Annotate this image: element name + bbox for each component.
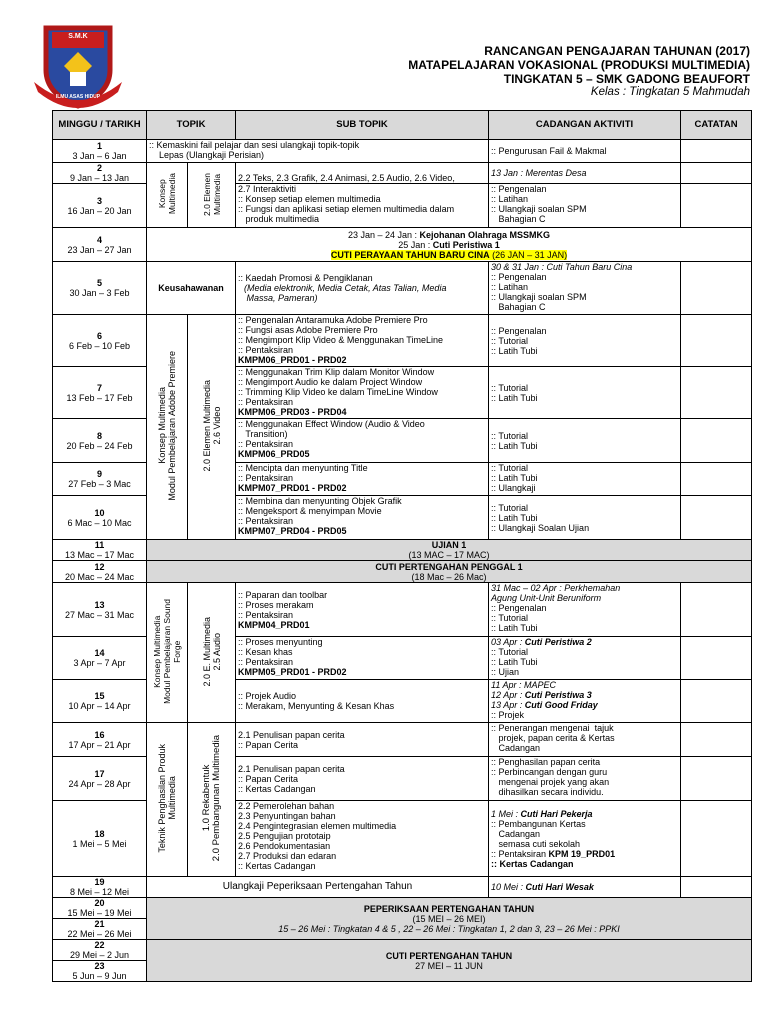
- subtopic-text: 2.7 Interaktiviti :: Konsep setiap elemen multimedia :: Fungsi dan aplikasi setiap elemen multimedia dalam produk multimedia: [238, 184, 455, 224]
- notes-cell: [681, 315, 752, 367]
- holiday-cell: [147, 561, 752, 583]
- topic-sub-cell: [188, 723, 236, 877]
- topic-text: Teknik Penghasilan Produk Multimedia: [157, 744, 177, 853]
- assessment-code: KMPM05_PRD01 - PRD02: [238, 667, 347, 677]
- week-cell: [53, 723, 147, 757]
- assessment-code: KMPM07_PRD04 - PRD05: [238, 526, 347, 536]
- event-date: 10 Mei :: [491, 882, 526, 892]
- subtopic-text: :: Mencipta dan menyunting Title :: Pentaksiran: [238, 463, 368, 483]
- subtopic-text: :: Proses menyunting :: Kesan khas :: Pentaksiran: [238, 637, 323, 667]
- event-name: Kejohanan Olahraga MSSMKG: [419, 229, 551, 240]
- assessment-code: KMPM06_PRD03 - PRD04: [238, 407, 347, 417]
- week-date: 24 Apr – 28 Apr: [68, 778, 131, 789]
- week-date: 13 Mac – 17 Mac: [64, 550, 135, 560]
- week-date: 3 Jan – 6 Jan: [72, 151, 127, 161]
- event-date: 23 Jan – 24 Jan :: [347, 229, 420, 240]
- assessment-code: KMPM07_PRD01 - PRD02: [238, 483, 347, 493]
- activity-cell: [489, 262, 681, 315]
- table-row: [53, 163, 752, 184]
- subtopic-cell: [236, 184, 489, 228]
- holiday-title: CUTI PERTENGAHAN TAHUN: [385, 950, 513, 961]
- week-date: 10 Apr – 14 Apr: [68, 701, 131, 711]
- week-cell: [53, 877, 147, 898]
- notes-cell: [681, 877, 752, 898]
- table-row: [53, 898, 752, 919]
- week-number: 20: [94, 898, 105, 908]
- subtopic-cell: [236, 801, 489, 877]
- holiday-name: CUTI PERAYAAN TAHUN BARU CINA: [330, 249, 490, 260]
- event-name: Cuti Hari Wesak: [525, 882, 594, 892]
- table-row: [53, 228, 752, 262]
- subtopic-detail: (Media elektronik, Media Cetak, Atas Talian, Media Massa, Pameran): [244, 283, 447, 303]
- week-number: 16: [94, 729, 105, 740]
- topic-sub-text: 2.0 Elemen Multimedia 2.6 Video: [201, 380, 222, 472]
- notes-cell: [681, 757, 752, 801]
- week-number: 10: [94, 507, 105, 518]
- week-number: 8: [96, 430, 102, 441]
- exam-date: (15 MEI – 26 MEI): [412, 913, 486, 924]
- week-date: 6 Feb – 10 Feb: [68, 340, 131, 351]
- week-number: 5: [96, 278, 102, 288]
- subtopic-cell: [236, 637, 489, 680]
- assessment-code: KMPM06_PRD01 - PRD02: [238, 355, 347, 365]
- activity-event: 30 & 31 Jan : Cuti Tahun Baru Cina: [491, 262, 633, 272]
- exam-title: PEPERIKSAAN PERTENGAHAN TAHUN: [363, 903, 535, 914]
- subtopic-text: 2.1 Penulisan papan cerita :: Papan Cerita: [238, 729, 345, 750]
- assessment-code: KMPM04_PRD01: [238, 619, 310, 630]
- activity-cell: [489, 419, 681, 463]
- topic-text: Konsep Multimedia Modul Pembelajaran Adobe Premiere: [157, 351, 177, 501]
- activity-cell: [489, 496, 681, 540]
- week-number: 14: [94, 648, 105, 658]
- topic-sub-cell: [188, 583, 236, 723]
- event-name: Cuti Peristiwa 1: [432, 239, 500, 250]
- activity-cell: [489, 757, 681, 801]
- revision-cell: Ulangkaji Peperiksaan Pertengahan Tahun: [147, 877, 489, 898]
- topic-sub-text: 2.0 Elemen Multimedia: [201, 172, 222, 216]
- activity-text: :: Tutorial :: Latih Tubi :: Ujian: [491, 647, 538, 677]
- table-row: [53, 140, 752, 163]
- table-row: [53, 561, 752, 583]
- topic-cell: [147, 723, 188, 877]
- holiday-range: (26 JAN – 31 JAN): [489, 249, 568, 260]
- week-number: 3: [96, 195, 102, 206]
- week-cell: [53, 637, 147, 680]
- week-number: 21: [94, 919, 105, 929]
- activity-cell: [489, 184, 681, 228]
- activity-cell: [489, 723, 681, 757]
- week-number: 12: [94, 561, 105, 572]
- event-date: 13 Apr :: [491, 700, 525, 710]
- activity-text: :: Pengenalan :: Tutorial :: Latih Tubi: [491, 325, 547, 356]
- notes-cell: [681, 723, 752, 757]
- event-date: 03 Apr :: [491, 637, 525, 647]
- col-header-topic: TOPIK: [147, 111, 236, 140]
- week-date: 30 Jan – 3 Feb: [69, 288, 130, 298]
- event-date: 12 Apr :: [491, 690, 525, 700]
- week-cell: [53, 184, 147, 228]
- assessment-label: :: Pentaksiran: [491, 848, 549, 859]
- topic-sub-text: 1.0 Rekabentuk 2.0 Pembangunan Multimedia: [200, 735, 222, 862]
- activity-cell: [489, 801, 681, 877]
- week-date: 20 Mac – 24 Mac: [64, 571, 135, 582]
- activity-text: :: Tutorial :: Latih Tubi :: Ulangkaji: [491, 463, 538, 493]
- subtopic-text: 2.1 Penulisan papan cerita :: Papan Cerita :: Kertas Cadangan: [238, 763, 345, 794]
- topic-cell: [147, 583, 188, 723]
- logo-top-text: S.M.K: [68, 33, 88, 40]
- subtopic-cell: [236, 367, 489, 419]
- subtopic-cell: [236, 419, 489, 463]
- activity-text: :: Tutorial :: Latih Tubi :: Ulangkaji Soalan Ujian: [491, 502, 590, 533]
- week-date: 3 Apr – 7 Apr: [73, 658, 126, 668]
- topic-cell: Keusahawanan: [147, 262, 236, 315]
- subtopic-text: :: Menggunakan Trim Klip dalam Monitor Window :: Mengimport Audio ke dalam Project Window :: Trimming Klip Video ke dalam TimeLine Window :: Pentaksiran: [238, 367, 438, 407]
- event-name: Cuti Hari Pekerja: [520, 808, 593, 819]
- exam-cell: [147, 898, 752, 940]
- week-cell: [53, 757, 147, 801]
- document-header: [408, 44, 750, 86]
- table-row: [53, 540, 752, 561]
- topic-cell: [147, 315, 188, 540]
- subtopic-text: :: Pengenalan Antaramuka Adobe Premiere Pro :: Fungsi asas Adobe Premiere Pro :: Mengimport Klip Video & Menggunakan TimeLine :: Pentaksiran: [238, 315, 443, 355]
- table-row: [53, 723, 752, 757]
- week-cell: [53, 801, 147, 877]
- week-date: 23 Jan – 27 Jan: [67, 244, 132, 255]
- activity-cell: [489, 367, 681, 419]
- week-cell: [53, 561, 147, 583]
- subtopic-cell: [147, 140, 489, 163]
- subtopic-text: :: Kaedah Promosi & Pengiklanan: [238, 273, 373, 283]
- activity-text: :: Pembangunan Kertas Cadangan semasa cuti sekolah: [491, 818, 586, 849]
- week-date: 22 Mei – 26 Mei: [67, 929, 132, 939]
- exam-title: UJIAN 1: [431, 540, 467, 550]
- subtopic-text: :: Kemaskini fail pelajar dan sesi ulangkaji topik-topik Lepas (Ulangkaji Perisian): [149, 140, 360, 160]
- table-row: [53, 583, 752, 637]
- activity-cell: [489, 315, 681, 367]
- table-row: [53, 940, 752, 961]
- notes-cell: [681, 419, 752, 463]
- week-date: 20 Feb – 24 Feb: [66, 440, 133, 451]
- topic-cell: [147, 163, 188, 228]
- event-name: Cuti Peristiwa 3: [524, 690, 592, 700]
- activity-text: :: Penghasilan papan cerita :: Perbincangan dengan guru mengenai projek yang akan dihasilkan secara individu.: [491, 757, 610, 797]
- notes-cell: [681, 637, 752, 680]
- activity-text: :: Tutorial :: Latih Tubi: [491, 382, 538, 403]
- week-cell: [53, 540, 147, 561]
- week-cell: [53, 367, 147, 419]
- notes-cell: [681, 496, 752, 540]
- notes-cell: [681, 463, 752, 496]
- week-number: 11: [94, 540, 105, 550]
- subtopic-cell: 2.2 Teks, 2.3 Grafik, 2.4 Animasi, 2.5 Audio, 2.6 Video,: [236, 163, 489, 184]
- activity-cell: [489, 583, 681, 637]
- event-name: Cuti Peristiwa 2: [524, 637, 592, 647]
- holiday-date: (18 Mac – 26 Mac): [411, 571, 487, 582]
- week-cell: [53, 898, 147, 919]
- col-header-subtopic: SUB TOPIK: [236, 111, 489, 140]
- week-cell: [53, 940, 147, 961]
- week-cell: [53, 419, 147, 463]
- subtopic-cell: [236, 680, 489, 723]
- header-line3: TINGKATAN 5 – SMK GADONG BEAUFORT: [503, 72, 750, 86]
- week-number: 6: [96, 330, 102, 341]
- week-number: 7: [96, 382, 102, 393]
- activity-text: :: Penerangan mengenai tajuk projek, papan cerita & Kertas Cadangan: [491, 723, 615, 753]
- week-number: 1: [96, 141, 102, 151]
- activity-text: :: Pengenalan :: Tutorial :: Latih Tubi: [491, 603, 547, 633]
- exam-date: (13 MAC – 17 MAC): [408, 550, 490, 560]
- week-date: 13 Feb – 17 Feb: [66, 392, 133, 403]
- subtopic-text: :: Projek Audio :: Merakam, Menyunting & Kesan Khas: [238, 691, 395, 711]
- notes-cell: [681, 262, 752, 315]
- assessment-code: KPM 19_PRD01: [548, 848, 616, 859]
- col-header-week: MINGGU / TARIKH: [53, 111, 147, 140]
- topic-sub-cell: [188, 315, 236, 540]
- event-item: 11 Apr : MAPEC: [491, 680, 557, 690]
- week-number: 18: [94, 828, 105, 839]
- week-number: 4: [96, 234, 102, 245]
- activity-cell: [489, 680, 681, 723]
- week-cell: [53, 228, 147, 262]
- topic-text: Konsep Multimedia: [157, 173, 177, 215]
- week-date: 5 Jun – 9 Jun: [72, 971, 127, 981]
- activity-cell: 13 Jan : Merentas Desa: [489, 163, 681, 184]
- notes-cell: [681, 163, 752, 184]
- subtopic-cell: [236, 583, 489, 637]
- week-date: 16 Jan – 20 Jan: [67, 205, 132, 216]
- holiday-title: CUTI PERTENGAHAN PENGGAL 1: [375, 561, 523, 572]
- week-date: 1 Mei – 5 Mei: [72, 838, 127, 849]
- week-cell: [53, 583, 147, 637]
- week-cell: [53, 680, 147, 723]
- exam-note: 15 – 26 Mei : Tingkatan 4 & 5 , 22 – 26 Mei : Tingkatan 1, 2 dan 3, 23 – 26 Mei : PPKI: [278, 923, 620, 934]
- week-date: 8 Mei – 12 Mei: [69, 887, 130, 897]
- subtopic-cell: [236, 315, 489, 367]
- school-logo: [30, 22, 126, 112]
- holiday-date: 27 MEI – 11 JUN: [415, 960, 483, 971]
- event-name: Cuti Good Friday: [524, 700, 598, 710]
- activity-text: :: Projek: [491, 710, 525, 720]
- activity-event: 31 Mac – 02 Apr : Perkhemahan Agung Unit-Unit Beruniform: [491, 583, 621, 603]
- week-number: 23: [94, 961, 105, 971]
- week-cell: [53, 961, 147, 982]
- week-cell: [53, 463, 147, 496]
- class-label: Kelas : Tingkatan 5 Mahmudah: [590, 86, 750, 98]
- week-cell: [53, 315, 147, 367]
- week-date: 27 Feb – 3 Mac: [68, 479, 131, 489]
- week-date: 9 Jan – 13 Jan: [69, 173, 130, 183]
- notes-cell: [681, 367, 752, 419]
- week-number: 17: [94, 768, 105, 779]
- week-cell: [53, 919, 147, 940]
- logo-motto: ILMU ASAS HIDUP: [55, 94, 101, 100]
- week-cell: [53, 496, 147, 540]
- activity-text: :: Kertas Cadangan: [491, 858, 574, 869]
- week-number: 13: [94, 599, 105, 610]
- week-date: 15 Mei – 19 Mei: [67, 908, 132, 918]
- week-number: 9: [96, 469, 102, 479]
- exam-cell: [147, 540, 752, 561]
- topic-sub-cell: [188, 163, 236, 228]
- week-date: 27 Mac – 31 Mac: [64, 609, 135, 620]
- week-number: 22: [94, 940, 105, 950]
- subtopic-cell: [236, 496, 489, 540]
- notes-cell: [681, 801, 752, 877]
- week-cell: [53, 163, 147, 184]
- table-row: [53, 877, 752, 898]
- table-header-row: [53, 111, 752, 140]
- event-date: 25 Jan :: [398, 239, 433, 250]
- topic-sub-text: 2.0 E. Multimedia 2.5 Audio: [201, 616, 222, 687]
- notes-cell: [681, 140, 752, 163]
- subtopic-text: :: Menggunakan Effect Window (Audio & Video Transition) :: Pentaksiran: [238, 419, 425, 449]
- table-row: [53, 262, 752, 315]
- notes-cell: [681, 680, 752, 723]
- activity-cell: :: Pengurusan Fail & Makmal: [489, 140, 681, 163]
- notes-cell: [681, 184, 752, 228]
- subtopic-cell: [236, 262, 489, 315]
- week-number: 2: [96, 163, 102, 173]
- holiday-highlight: [331, 250, 567, 260]
- holiday-cell: [147, 228, 752, 262]
- assessment-code: KMPM06_PRD05: [238, 449, 310, 459]
- week-date: 29 Mei – 2 Jun: [69, 950, 130, 960]
- activity-cell: [489, 463, 681, 496]
- schedule-table: [52, 110, 752, 982]
- header-line1: RANCANGAN PENGAJARAN TAHUNAN (2017): [484, 44, 750, 58]
- subtopic-cell: [236, 757, 489, 801]
- table-row: [53, 315, 752, 367]
- subtopic-text: :: Membina dan menyunting Objek Grafik :: Mengeksport & menyimpan Movie :: Pentaksiran: [238, 496, 402, 526]
- col-header-notes: CATATAN: [681, 111, 752, 140]
- col-header-activity: CADANGAN AKTIVITI: [489, 111, 681, 140]
- activity-text: :: Pengenalan :: Latihan :: Ulangkaji soalan SPM Bahagian C: [491, 272, 587, 312]
- topic-text: Konsep Multimedia Modul Pembelajaran Sound Forge: [152, 599, 182, 704]
- activity-text: :: Pengenalan :: Latihan :: Ulangkaji soalan SPM Bahagian C: [491, 184, 587, 224]
- holiday-cell: [147, 940, 752, 982]
- event-date: 1 Mei :: [491, 808, 521, 819]
- subtopic-text: 2.2 Pemerolehan bahan 2.3 Penyuntingan bahan 2.4 Pengintegrasian elemen multimedia 2.5 Pengujian prototaip 2.6 Pendokumentasian 2.7 Produksi dan edaran :: Kertas Cadangan: [238, 801, 397, 871]
- week-cell: [53, 140, 147, 163]
- subtopic-cell: [236, 723, 489, 757]
- subtopic-cell: [236, 463, 489, 496]
- week-date: 17 Apr – 21 Apr: [68, 739, 131, 750]
- week-cell: [53, 262, 147, 315]
- subtopic-text: :: Paparan dan toolbar :: Proses merakam :: Pentaksiran: [238, 589, 328, 620]
- header-line2: MATAPELAJARAN VOKASIONAL (PRODUKSI MULTIMEDIA): [408, 58, 750, 72]
- activity-cell: [489, 637, 681, 680]
- activity-text: :: Tutorial :: Latih Tubi: [491, 430, 538, 451]
- week-number: 19: [94, 877, 105, 887]
- week-date: 6 Mac – 10 Mac: [67, 517, 132, 528]
- activity-cell: [489, 877, 681, 898]
- week-number: 15: [94, 691, 105, 701]
- notes-cell: [681, 583, 752, 637]
